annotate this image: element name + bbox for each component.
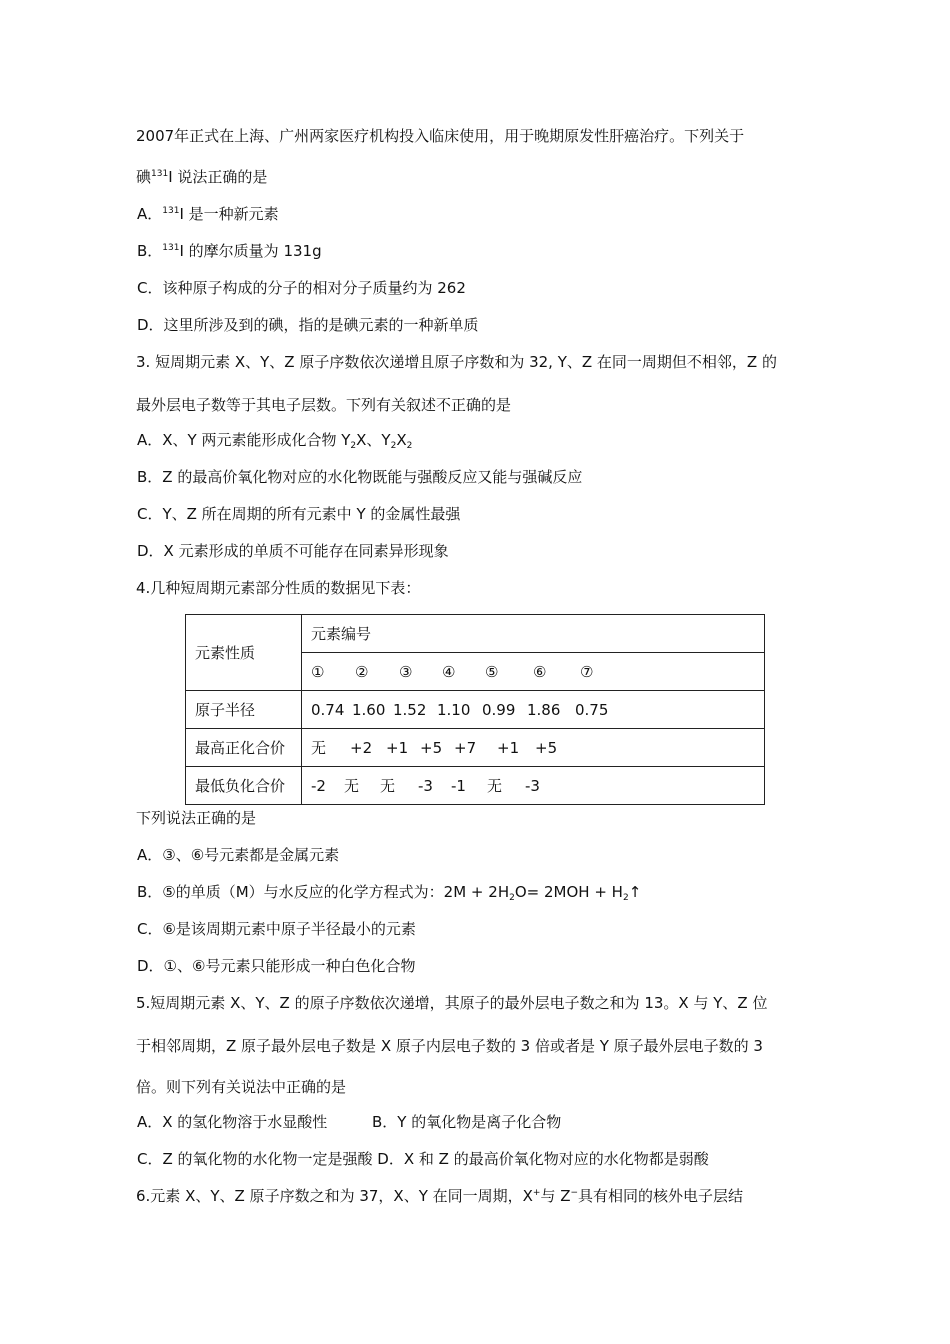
- row-values: [302, 729, 765, 767]
- table-cell: 0.75: [575, 700, 609, 719]
- q5-stem-2: 于相邻周期，Z 原子最外层电子数是 X 原子内层电子数的 3 倍或者是 Y 原子最外层电子数的 3: [136, 1037, 763, 1055]
- element-number: ③: [399, 662, 413, 681]
- table-cell: +5: [535, 739, 558, 757]
- element-number: ⑤: [485, 662, 499, 681]
- element-properties-table: [185, 614, 765, 805]
- option-label: B．: [137, 242, 163, 260]
- element-number: ⑦: [580, 662, 594, 681]
- table-cell: -1: [451, 777, 466, 795]
- table-cell: 无: [380, 777, 396, 795]
- subscript: 2: [406, 441, 413, 451]
- stem-text: 6.元素 X、Y、Z 原子序数之和为 37，X、Y 在同一周期，X: [136, 1187, 533, 1205]
- q3-stem-2: 最外层电子数等于其电子层数。下列有关叙述不正确的是: [136, 396, 512, 414]
- option-text: I 的摩尔质量为 131g: [179, 242, 322, 260]
- option-text: X: [396, 431, 407, 449]
- mass-number: 131: [162, 206, 180, 216]
- option-text: X、Y: [356, 431, 391, 449]
- table-cell: 无: [311, 739, 327, 757]
- q2-option-a: [137, 204, 279, 224]
- q6-stem: [136, 1186, 743, 1206]
- table-cell: 0.99: [482, 700, 516, 719]
- charge: −: [570, 1188, 579, 1198]
- table-row: [186, 691, 765, 729]
- mass-number: 131: [151, 169, 169, 179]
- q4-after-table: 下列说法正确的是: [136, 809, 257, 827]
- table-cell: -2: [311, 777, 326, 795]
- row-label: 原子半径: [186, 691, 302, 729]
- option-text: A．X、Y 两元素能形成化合物 Y: [137, 431, 351, 449]
- q4-option-a: A．③、⑥号元素都是金属元素: [137, 846, 340, 864]
- q4-option-d: D．①、⑥号元素只能形成一种白色化合物: [137, 957, 416, 975]
- q4-option-c: C．⑥是该周期元素中原子半径最小的元素: [137, 920, 416, 938]
- option-text: I 是一种新元素: [179, 205, 279, 223]
- element-number: ⑥: [533, 662, 547, 681]
- option-text: O= 2MOH + H: [514, 883, 623, 901]
- q5-stem-3: 倍。则下列有关说法中正确的是: [136, 1078, 347, 1096]
- table-corner-cell: 元素性质: [186, 615, 302, 691]
- q5-option-cd: C．Z 的氧化物的水化物一定是强酸 D．X 和 Z 的最高价氧化物对应的水化物都是弱酸: [137, 1150, 709, 1168]
- table-cell: 1.60: [352, 700, 386, 719]
- table-group-header: 元素编号: [302, 615, 765, 653]
- intro-line-1: 2007年正式在上海、广州两家医疗机构投入临床使用，用于晚期原发性肝癌治疗。下列关于: [136, 127, 745, 145]
- table-cell: +1: [497, 739, 520, 757]
- row-label: 最高正化合价: [186, 729, 302, 767]
- table-cell: 1.10: [437, 700, 471, 719]
- q3-option-a: [137, 430, 412, 450]
- option-label: A．: [137, 205, 163, 223]
- q5-option-b: B．Y 的氧化物是离子化合物: [372, 1113, 562, 1131]
- option-text: B．⑤的单质（M）与水反应的化学方程式为：2M + 2H: [137, 883, 510, 901]
- subscript: 2: [390, 441, 397, 451]
- q3-stem-1: 3. 短周期元素 X、Y、Z 原子序数依次递增且原子序数和为 32, Y、Z 在同一周期但不相邻，Z 的: [136, 353, 777, 371]
- q4-option-b: [137, 882, 641, 902]
- intro-question: I 说法正确的是: [168, 168, 268, 186]
- subscript: 2: [350, 441, 357, 451]
- table-cell: 1.52: [393, 700, 427, 719]
- row-values: [302, 767, 765, 805]
- table-row: [186, 729, 765, 767]
- q3-option-b: B．Z 的最高价氧化物对应的水化物既能与强酸反应又能与强碱反应: [137, 468, 583, 486]
- stem-text: 与 Z: [540, 1187, 571, 1205]
- element-number: ①: [311, 662, 325, 681]
- table-cell: +1: [386, 739, 409, 757]
- table-row: [186, 767, 765, 805]
- intro-iodine: 碘: [136, 168, 152, 186]
- table-cell: +7: [454, 739, 477, 757]
- q5-option-a: A．X 的氢化物溶于水显酸性: [137, 1113, 328, 1131]
- table-cell: +5: [420, 739, 443, 757]
- up-arrow-icon: ↑: [628, 883, 642, 901]
- q3-option-d: D．X 元素形成的单质不可能存在同素异形现象: [137, 542, 449, 560]
- table-cell: -3: [418, 777, 433, 795]
- subscript: 2: [509, 893, 515, 903]
- row-values: [302, 691, 765, 729]
- table-cell: +2: [350, 739, 373, 757]
- row-label: 最低负化合价: [186, 767, 302, 805]
- table-cell: -3: [525, 777, 540, 795]
- q5-stem-1: 5.短周期元素 X、Y、Z 的原子序数依次递增，其原子的最外层电子数之和为 13。X 与 Y、Z 位: [136, 994, 768, 1012]
- q2-option-c: C．该种原子构成的分子的相对分子质量约为 262: [137, 279, 466, 297]
- table-header-row: [186, 615, 765, 653]
- table-cell: 0.74: [311, 700, 345, 719]
- q2-option-d: D．这里所涉及到的碘，指的是碘元素的一种新单质: [137, 316, 479, 334]
- table-cell: 无: [344, 777, 360, 795]
- stem-text: 具有相同的核外电子层结: [578, 1187, 744, 1205]
- subscript: 2: [622, 893, 629, 903]
- element-numbers-cell: [302, 653, 765, 691]
- element-number: ②: [355, 662, 369, 681]
- charge: +: [532, 1188, 541, 1198]
- table-cell: 1.86: [527, 700, 561, 719]
- element-number: ④: [442, 662, 456, 681]
- intro-line-2: [136, 167, 267, 187]
- q4-stem: 4.几种短周期元素部分性质的数据见下表：: [136, 579, 421, 597]
- q3-option-c: C．Y、Z 所在周期的所有元素中 Y 的金属性最强: [137, 505, 461, 523]
- q2-option-b: [137, 241, 322, 261]
- table-cell: 无: [487, 777, 503, 795]
- mass-number: 131: [162, 243, 180, 253]
